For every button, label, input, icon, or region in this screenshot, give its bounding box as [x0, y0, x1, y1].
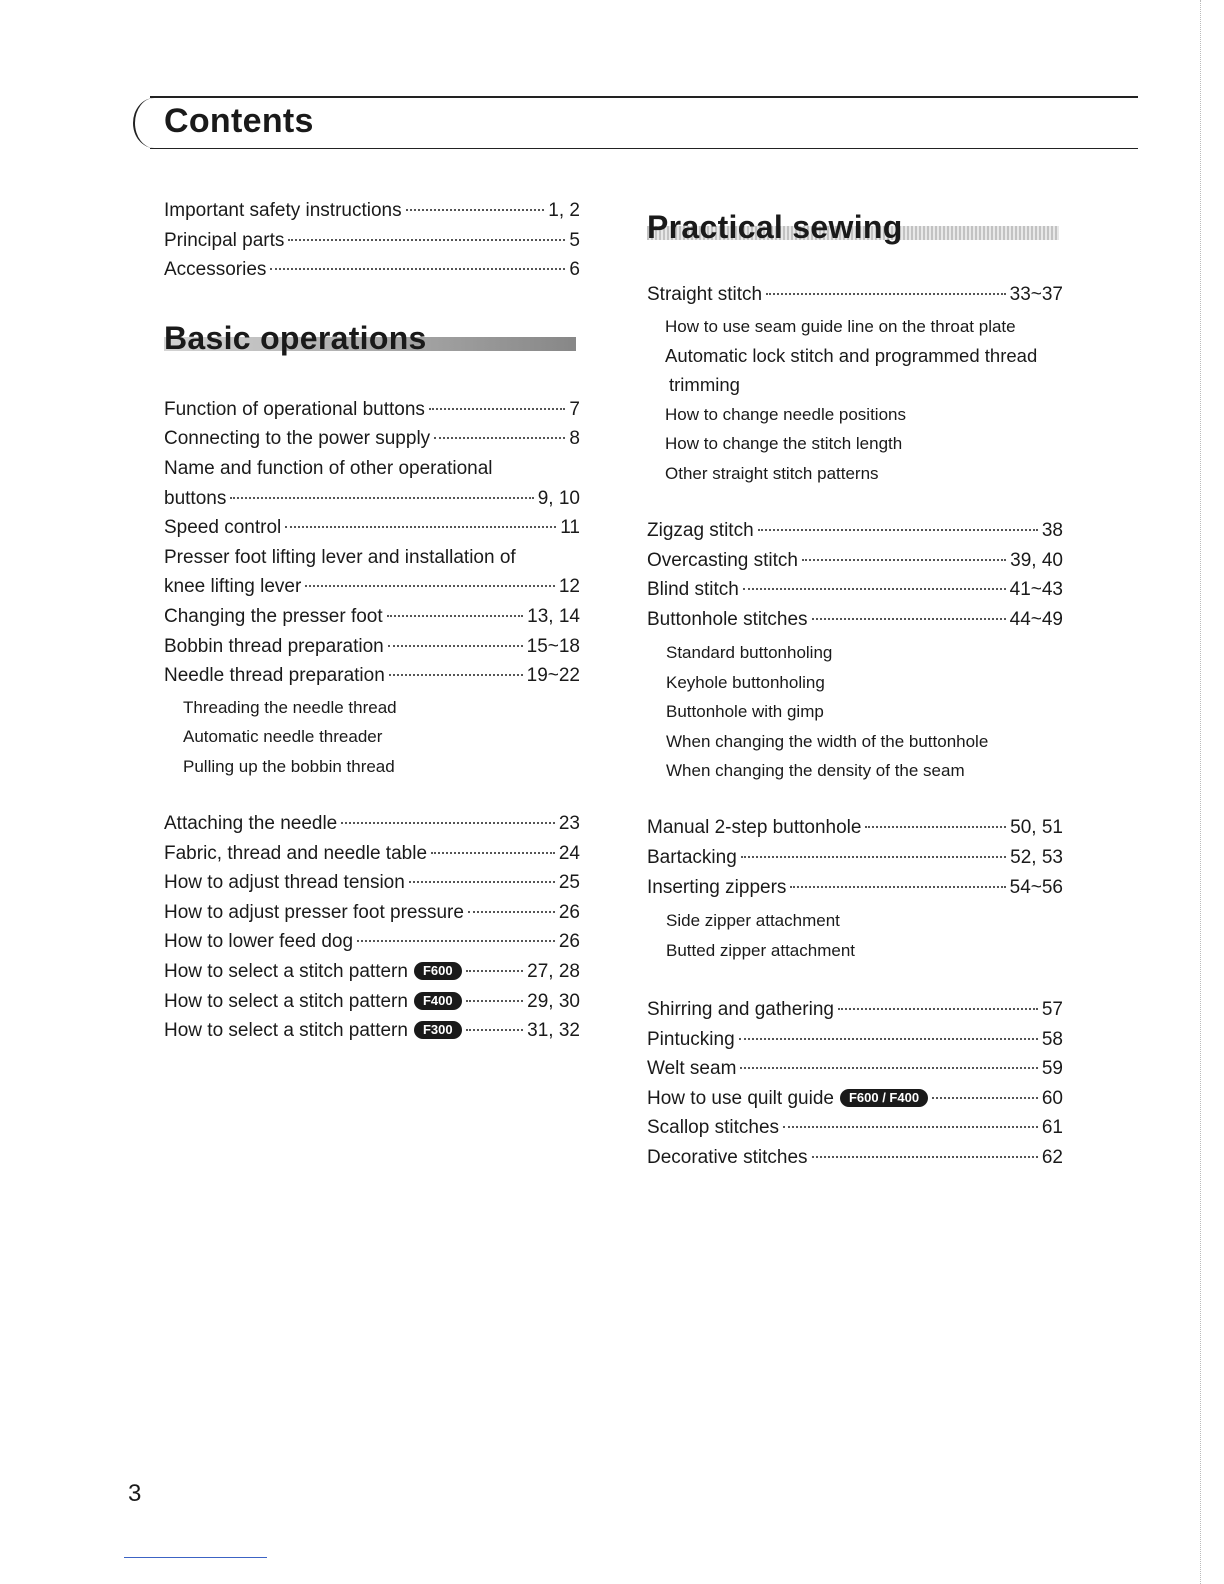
dot-leader — [357, 940, 555, 942]
toc-subentry[interactable]: How to change the stitch length — [665, 434, 903, 454]
toc-entry-page: 23 — [558, 812, 580, 834]
dot-leader — [741, 856, 1006, 858]
toc-entry[interactable] — [647, 516, 1063, 546]
dot-leader — [932, 1097, 1038, 1099]
toc-subentry[interactable]: Threading the needle thread — [183, 697, 397, 717]
toc-entry-page: 31, 32 — [527, 1020, 580, 1042]
toc-entry[interactable] — [164, 255, 580, 285]
toc-entry-title: Inserting zippers — [647, 876, 787, 898]
toc-subentry[interactable]: Keyhole buttonholing — [666, 672, 825, 692]
toc-entry-page: 60 — [1041, 1087, 1063, 1109]
toc-subentry[interactable]: Standard buttonholing — [666, 643, 833, 663]
dot-leader — [466, 1029, 524, 1031]
dot-leader — [743, 588, 1006, 590]
toc-entry-title: How to use quilt guide — [647, 1087, 834, 1109]
toc-entry-title: How to adjust presser foot pressure — [164, 901, 464, 923]
toc-entry[interactable] — [647, 1113, 1063, 1143]
toc-entry[interactable] — [164, 957, 580, 987]
toc-entry[interactable] — [164, 632, 580, 662]
toc-entry-page: 26 — [558, 931, 580, 953]
section-heading-basic — [164, 305, 576, 367]
toc-entry-page: 44~49 — [1009, 608, 1063, 630]
toc-entry-title: Buttonhole stitches — [647, 608, 808, 630]
toc-entry-page: 15~18 — [526, 635, 580, 657]
toc-entry[interactable] — [164, 395, 580, 425]
toc-subentry[interactable]: When changing the width of the buttonhole — [666, 731, 989, 751]
toc-entry-title: knee lifting lever — [164, 576, 302, 598]
toc-entry-title: Accessories — [164, 259, 267, 281]
toc-entry-page: 27, 28 — [527, 960, 580, 982]
dot-leader — [305, 585, 555, 587]
toc-entry-title: How to adjust thread tension — [164, 872, 405, 894]
toc-entry[interactable] — [647, 605, 1063, 635]
dot-leader — [270, 268, 565, 270]
dot-leader — [802, 559, 1006, 561]
toc-entry-page: 39, 40 — [1010, 549, 1063, 571]
toc-entry[interactable] — [164, 424, 580, 454]
toc-entry-page: 9, 10 — [537, 487, 580, 509]
toc-entry-page: 50, 51 — [1010, 817, 1063, 839]
toc-entry-title: Fabric, thread and needle table — [164, 842, 428, 864]
toc-entry-title: How to lower feed dog — [164, 931, 354, 953]
toc-entry-title: Attaching the needle — [164, 812, 338, 834]
toc-entry-title: Manual 2-step buttonhole — [647, 817, 862, 839]
toc-entry-title: Important safety instructions — [164, 200, 402, 221]
toc-subentry[interactable]: When changing the density of the seam — [666, 761, 965, 781]
toc-entry-line[interactable] — [164, 543, 580, 573]
toc-entry[interactable] — [647, 546, 1063, 576]
toc-entry[interactable] — [164, 898, 580, 928]
toc-entry-title: Speed control — [164, 517, 282, 539]
toc-entry[interactable] — [164, 927, 580, 957]
toc-entry-page: 59 — [1041, 1058, 1063, 1080]
dot-leader — [766, 293, 1006, 295]
toc-entry-page: 6 — [569, 259, 580, 281]
toc-entry-page: 57 — [1041, 999, 1063, 1021]
dot-leader — [288, 239, 565, 241]
page-edge-line — [1200, 0, 1201, 1584]
toc-entry-page: 41~43 — [1009, 579, 1063, 601]
toc-entry-title: Pintucking — [647, 1028, 735, 1050]
dot-leader — [389, 674, 523, 676]
toc-entry-title: How to select a stitch pattern — [164, 960, 408, 982]
section-heading-text: Practical sewing — [647, 209, 903, 245]
toc-entry-page: 7 — [569, 398, 580, 420]
toc-entry-page: 29, 30 — [527, 990, 580, 1012]
toc-entry-line[interactable] — [164, 454, 580, 484]
toc-entry[interactable] — [164, 513, 580, 543]
toc-entry-title: Changing the presser foot — [164, 605, 383, 627]
dot-leader — [466, 970, 524, 972]
toc-subentry[interactable]: Side zipper attachment — [666, 911, 840, 931]
toc-entry-page: 33~37 — [1009, 284, 1063, 305]
toc-entry[interactable] — [164, 661, 580, 691]
toc-entry[interactable] — [164, 1016, 580, 1046]
toc-entry-page: 58 — [1041, 1028, 1063, 1050]
dot-leader — [783, 1126, 1038, 1128]
toc-entry[interactable] — [164, 572, 580, 602]
toc-subentry[interactable]: How to use seam guide line on the throat plate — [665, 316, 1016, 336]
toc-entry-title: Principal parts — [164, 229, 285, 251]
toc-entry-page: 26 — [558, 901, 580, 923]
toc-entry-page: 25 — [558, 872, 580, 894]
toc-entry-title: Connecting to the power supply — [164, 428, 431, 450]
toc-entry[interactable] — [164, 809, 580, 839]
toc-subentry[interactable]: Automatic needle threader — [183, 727, 383, 747]
dot-leader — [468, 911, 555, 913]
toc-entry-page: 8 — [569, 428, 580, 450]
toc-entry-page: 19~22 — [526, 665, 580, 687]
dot-leader — [409, 881, 555, 883]
dot-leader — [865, 826, 1006, 828]
toc-entry[interactable] — [164, 602, 580, 632]
toc-entry-page: 62 — [1041, 1147, 1063, 1168]
toc-entry-title: buttons — [164, 487, 227, 509]
toc-entry[interactable] — [647, 1025, 1063, 1055]
toc-entry[interactable] — [164, 226, 580, 256]
toc-entry[interactable] — [647, 1084, 1063, 1114]
toc-entry[interactable] — [164, 839, 580, 869]
dot-leader — [230, 497, 533, 499]
model-badge: F400 — [414, 992, 462, 1010]
dot-leader — [739, 1038, 1038, 1040]
model-badge: F300 — [414, 1021, 462, 1039]
toc-entry-title: Name and function of other operational — [164, 457, 493, 479]
dot-leader — [466, 1000, 524, 1002]
toc-entry-page: 11 — [560, 517, 580, 539]
toc-entry-title: Bobbin thread preparation — [164, 635, 384, 657]
section-heading-practical — [647, 194, 1059, 256]
dot-leader — [341, 822, 555, 824]
toc-entry[interactable] — [647, 843, 1063, 873]
left-column — [164, 196, 580, 1046]
footer-line — [124, 1557, 267, 1558]
toc-subentry[interactable]: Automatic lock stitch and programmed thread — [665, 345, 1038, 366]
toc-subentry[interactable]: trimming — [669, 374, 740, 396]
toc-entry-title: Blind stitch — [647, 579, 739, 601]
toc-entry[interactable] — [164, 196, 580, 226]
toc-entry-title: Shirring and gathering — [647, 999, 834, 1021]
dot-leader — [790, 886, 1005, 888]
toc-entry-page: 61 — [1041, 1117, 1063, 1139]
dot-leader — [387, 615, 524, 617]
toc-entry-page: 38 — [1041, 520, 1063, 542]
toc-entry-title: Decorative stitches — [647, 1147, 808, 1168]
toc-entry-title: Welt seam — [647, 1058, 737, 1080]
toc-entry[interactable] — [647, 280, 1063, 310]
toc-subentry[interactable]: Butted zipper attachment — [666, 940, 856, 960]
toc-entry-page: 52, 53 — [1010, 847, 1063, 869]
toc-entry[interactable] — [647, 873, 1063, 903]
toc-entry[interactable] — [164, 868, 580, 898]
toc-entry-page: 12 — [558, 576, 580, 598]
toc-subentry[interactable]: How to change needle positions — [665, 404, 906, 424]
toc-entry-page: 1, 2 — [548, 200, 580, 221]
toc-entry[interactable] — [647, 995, 1063, 1025]
dot-leader — [740, 1067, 1037, 1069]
toc-entry-page: 13, 14 — [527, 605, 580, 627]
page-number: 3 — [128, 1480, 142, 1507]
toc-entry-title: Needle thread preparation — [164, 665, 385, 687]
toc-entry-title: Straight stitch — [647, 284, 763, 305]
toc-entry-page: 24 — [558, 842, 580, 864]
toc-entry[interactable] — [647, 813, 1063, 843]
toc-subentry[interactable]: Other straight stitch patterns — [665, 463, 879, 483]
dot-leader — [758, 529, 1038, 531]
toc-entry-title: Bartacking — [647, 847, 737, 869]
toc-subentry[interactable]: Pulling up the bobbin thread — [183, 756, 395, 776]
toc-entry[interactable] — [647, 1143, 1063, 1173]
toc-entry-title: How to select a stitch pattern — [164, 1020, 408, 1042]
toc-entry-title: Zigzag stitch — [647, 520, 754, 542]
toc-entry-title: Presser foot lifting lever and installation of — [164, 546, 516, 568]
toc-entry[interactable] — [647, 1054, 1063, 1084]
toc-entry[interactable] — [164, 484, 580, 514]
toc-entry-title: Scallop stitches — [647, 1117, 780, 1139]
page-title: Contents — [164, 102, 314, 140]
toc-entry-page: 54~56 — [1009, 876, 1063, 898]
toc-entry-title: Function of operational buttons — [164, 398, 425, 420]
dot-leader — [285, 526, 556, 528]
dot-leader — [388, 645, 523, 647]
right-column — [647, 196, 1063, 1173]
toc-entry-title: Overcasting stitch — [647, 549, 798, 571]
toc-entry[interactable] — [647, 575, 1063, 605]
model-badge: F600 / F400 — [840, 1089, 928, 1107]
dot-leader — [406, 209, 545, 211]
toc-entry-page: 5 — [569, 229, 580, 251]
header — [133, 98, 393, 150]
dot-leader — [812, 1156, 1038, 1158]
dot-leader — [429, 408, 566, 410]
toc-entry-title: How to select a stitch pattern — [164, 990, 408, 1012]
section-heading-text: Basic operations — [164, 319, 427, 356]
dot-leader — [838, 1008, 1038, 1010]
dot-leader — [812, 618, 1006, 620]
model-badge: F600 — [414, 962, 462, 980]
dot-leader — [431, 852, 555, 854]
toc-entry[interactable] — [164, 987, 580, 1017]
toc-subentry[interactable]: Buttonhole with gimp — [666, 702, 824, 722]
dot-leader — [434, 437, 565, 439]
